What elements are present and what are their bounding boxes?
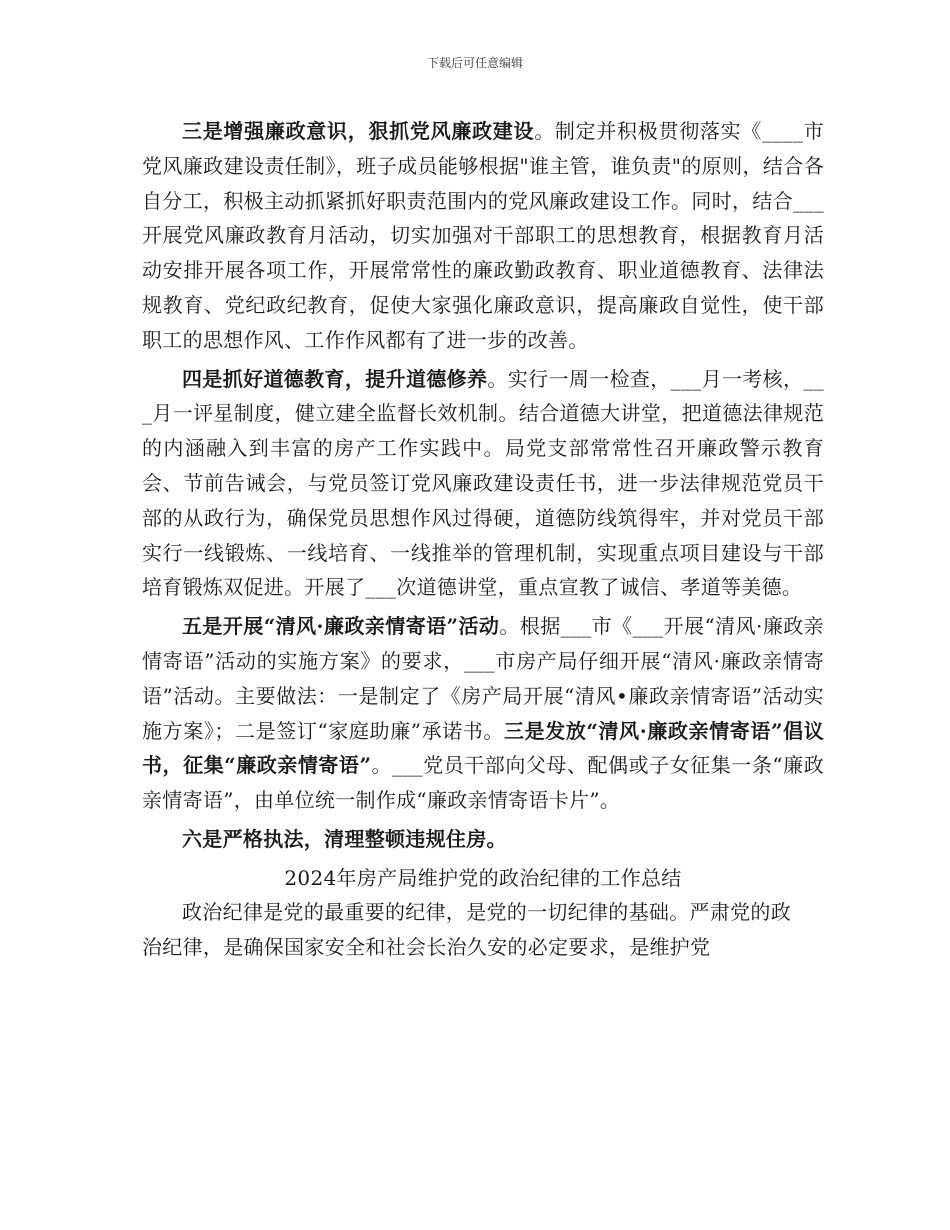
paragraph-5 — [142, 609, 824, 818]
paragraph-text: 。制定并积极贯彻落实《____市党风廉政建设责任制》，班子成员能够根据"谁主管，谁负责"的原则，结合各自分工，积极主动抓紧抓好职责范围内的党风廉政建设工作。同时，结合___开展党风廉政教育月活动，切实加强对干部职工的思想教育，根据教育月活动安排开展各项工作，开展常常性的廉政勤政教育、职业道德教育、法律法规教育、党纪政纪教育，促使大家强化廉政意识，提高廉政自觉性，使干部职工的思想作风、工作作风都有了进一步的改善。 — [142, 119, 824, 352]
paragraph-lead-secondary: 三是发放“清风·廉政亲情寄语”倡议书，征集“廉政亲情寄语” — [142, 718, 824, 778]
paragraph-lead: 四是抓好道德教育，提升道德修养 — [182, 366, 488, 391]
paragraph-lead: 三是增强廉政意识，狠抓党风廉政建设 — [182, 119, 535, 143]
paragraph-3 — [142, 114, 824, 358]
section-title: 2024年房产局维护党的政治纪律的工作总结 — [284, 865, 682, 890]
paragraph-6 — [142, 822, 824, 857]
paragraph-text-secondary: 。___党员干部向父母、配偶或子女征集一条“廉政亲情寄语”，由单位统一制作成“廉政亲情寄语卡片”。 — [142, 753, 824, 813]
paragraph-4 — [142, 362, 824, 606]
paragraph-text: 。实行一周一检查，___月一考核，___月一评星制度，健立建全监督长效机制。结合道德大讲堂，把道德法律规范的内涵融入到丰富的房产工作实践中。局党支部常常性召开廉政警示教育会、节前告诫会，与党员签订党风廉政建设责任书，进一步法律规范党员干部的从政行为，确保党员思想作风过得硬，道德防线筑得牢，并对党员干部实行一线锻炼、一线培育、一线推举的管理机制，实现重点项目建设与干部培育锻炼双促进。开展了___次道德讲堂，重点宣教了诚信、孝道等美德。 — [142, 366, 825, 600]
document-body — [142, 114, 824, 965]
page-header-note: 下载后可任意编辑 — [426, 56, 523, 70]
section-intro: 政治纪律是党的最重要的纪律，是党的一切纪律的基础。严肃党的政治纪律，是确保国家安全和社会长治久安的必定要求，是维护党 — [142, 899, 791, 959]
paragraph-text: 。根据___市《___开展“清风·廉政亲情寄语”活动的实施方案》的要求，___市房产局仔细开展“清风·廉政亲情寄语”活动。主要做法：一是制定了《房产局开展“清风•廉政亲情寄语”活动实施方案》；二是签订“家庭助廉”承诺书。 — [142, 614, 824, 743]
paragraph-lead: 六是严格执法，清理整顿违规住房。 — [182, 826, 507, 851]
paragraph-lead: 五是开展“清风·廉政亲情寄语”活动 — [182, 614, 500, 639]
